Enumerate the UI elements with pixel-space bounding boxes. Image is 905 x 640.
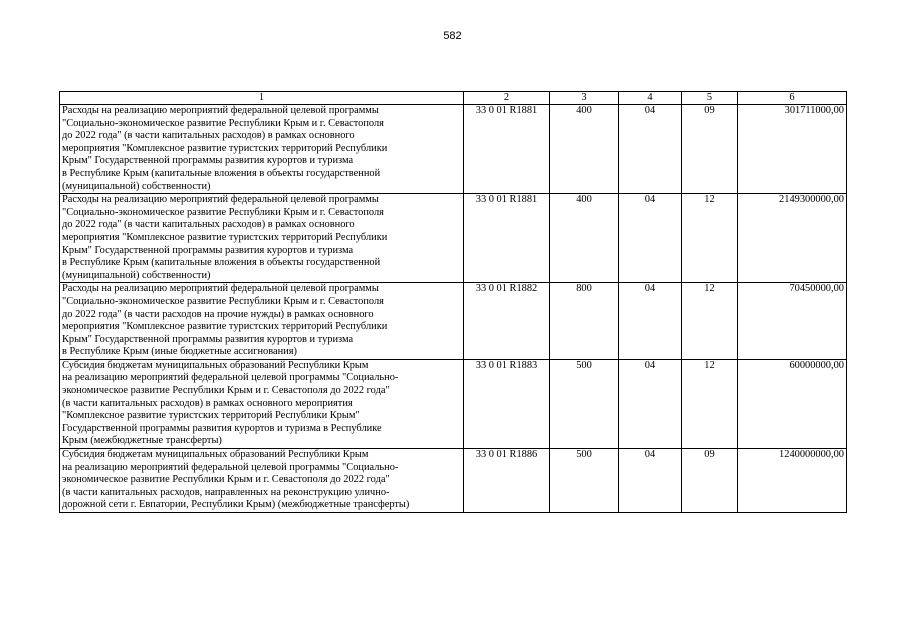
- row-subsection: 12: [682, 359, 738, 448]
- row-subsection: 09: [682, 449, 738, 513]
- row-description: Расходы на реализацию мероприятий федеральной целевой программы "Социально-экономическое развитие Республики Крым и г. Севастополя до 2022 года" (в части капитальных расходов) в рамках основного мероприятия "Комплексное развитие туристских территорий Республики Крым" Государственной программы развития курортов и туризма в Республике Крым (капитальные вложения в объекты государственной (муниципальной) собственности): [60, 105, 464, 194]
- row-expense-type: 400: [550, 194, 619, 283]
- row-expense-type: 500: [550, 359, 619, 448]
- row-amount: 1240000000,00: [738, 449, 847, 513]
- table-row: [60, 283, 847, 360]
- table-header-row: [60, 92, 847, 105]
- row-amount: 2149300000,00: [738, 194, 847, 283]
- row-description: Субсидия бюджетам муниципальных образований Республики Крым на реализацию мероприятий федеральной целевой программы "Социально- экономическое развитие Республики Крым и г. Севастополя до 2022 года" (в части капитальных расходов, направленных на реконструкцию улично- дорожной сети г. Евпатории, Республики Крым) (межбюджетные трансферты): [60, 449, 464, 513]
- table-row: [60, 449, 847, 513]
- page-number: 582: [443, 30, 462, 42]
- row-target-code: 33 0 01 R1882: [464, 283, 550, 360]
- row-section: 04: [619, 194, 682, 283]
- row-amount: 60000000,00: [738, 359, 847, 448]
- table-row: [60, 194, 847, 283]
- column-header-4: 4: [619, 92, 682, 105]
- row-target-code: 33 0 01 R1881: [464, 194, 550, 283]
- row-target-code: 33 0 01 R1883: [464, 359, 550, 448]
- row-subsection: 12: [682, 194, 738, 283]
- row-section: 04: [619, 359, 682, 448]
- row-section: 04: [619, 105, 682, 194]
- column-header-1: 1: [60, 92, 464, 105]
- row-section: 04: [619, 449, 682, 513]
- column-header-5: 5: [682, 92, 738, 105]
- row-target-code: 33 0 01 R1881: [464, 105, 550, 194]
- column-header-3: 3: [550, 92, 619, 105]
- budget-table: [59, 91, 847, 513]
- row-target-code: 33 0 01 R1886: [464, 449, 550, 513]
- row-amount: 70450000,00: [738, 283, 847, 360]
- row-amount: 301711000,00: [738, 105, 847, 194]
- row-subsection: 09: [682, 105, 738, 194]
- column-header-2: 2: [464, 92, 550, 105]
- row-description: Субсидия бюджетам муниципальных образований Республики Крым на реализацию мероприятий федеральной целевой программы "Социально- экономическое развитие Республики Крым и г. Севастополя до 2022 года" (в части капитальных расходов) в рамках основного мероприятия "Комплексное развитие туристских территорий Республики Крым" Государственной программы развития курортов и туризма в Республике Крым (межбюджетные трансферты): [60, 359, 464, 448]
- column-header-6: 6: [738, 92, 847, 105]
- row-expense-type: 500: [550, 449, 619, 513]
- row-description: Расходы на реализацию мероприятий федеральной целевой программы "Социально-экономическое развитие Республики Крым и г. Севастополя до 2022 года" (в части капитальных расходов) в рамках основного мероприятия "Комплексное развитие туристских территорий Республики Крым" Государственной программы развития курортов и туризма в Республике Крым (капитальные вложения в объекты государственной (муниципальной) собственности): [60, 194, 464, 283]
- row-description: Расходы на реализацию мероприятий федеральной целевой программы "Социально-экономическое развитие Республики Крым и г. Севастополя до 2022 года" (в части расходов на прочие нужды) в рамках основного мероприятия "Комплексное развитие туристских территорий Республики Крым" Государственной программы развития курортов и туризма в Республике Крым (иные бюджетные ассигнования): [60, 283, 464, 360]
- table-row: [60, 105, 847, 194]
- row-expense-type: 400: [550, 105, 619, 194]
- row-subsection: 12: [682, 283, 738, 360]
- table-row: [60, 359, 847, 448]
- row-expense-type: 800: [550, 283, 619, 360]
- row-section: 04: [619, 283, 682, 360]
